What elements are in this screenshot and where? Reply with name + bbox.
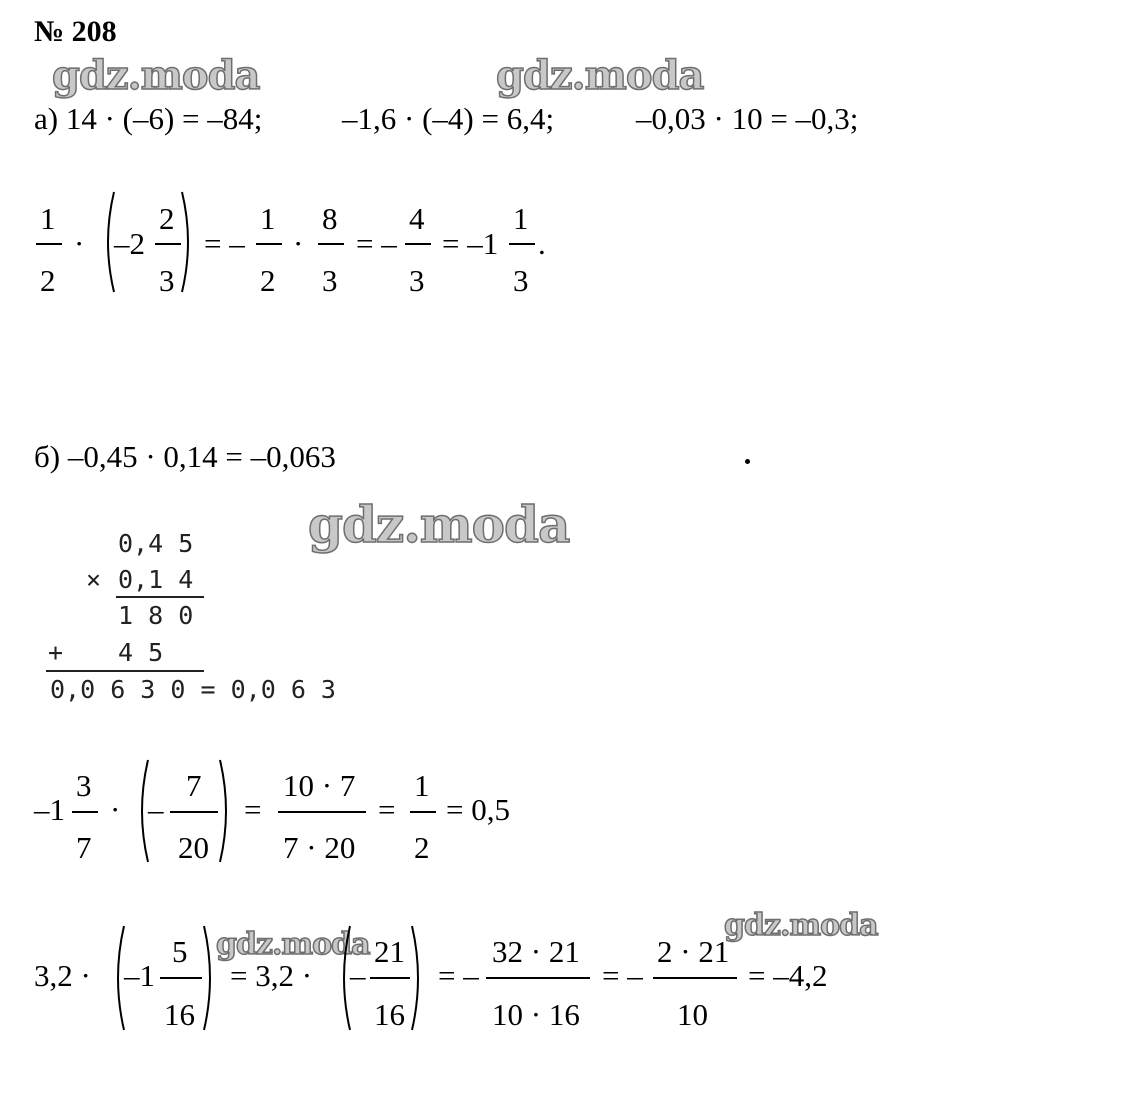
fraction-numerator: 2 <box>159 201 175 236</box>
fraction-numerator: 1 <box>40 201 56 236</box>
equals-minus: = – <box>602 958 643 993</box>
fraction-denominator: 10 <box>677 997 708 1032</box>
fraction-bar <box>653 977 737 979</box>
column-rule <box>116 596 204 598</box>
fraction-numerator: 7 <box>186 768 202 803</box>
fraction-bar <box>160 977 202 979</box>
fraction-numerator: 4 <box>409 201 425 236</box>
result: = –4,2 <box>748 958 828 993</box>
period: . <box>538 226 546 261</box>
fraction-numerator: 21 <box>374 934 405 969</box>
fraction-denominator: 16 <box>164 997 195 1032</box>
fraction-bar <box>486 977 590 979</box>
fraction-bar <box>170 811 218 813</box>
equals-sign: = <box>378 792 396 827</box>
right-paren <box>218 758 234 864</box>
multiply-dot: · <box>293 226 304 261</box>
equals-minus: = – <box>356 226 397 261</box>
partial-product-2: 4 5 <box>118 638 164 667</box>
fraction-bar <box>318 243 344 245</box>
multiply-dot: · <box>110 792 121 827</box>
right-paren <box>410 924 426 1032</box>
equals-mixed: = –1 <box>442 226 499 261</box>
column-rule <box>46 670 204 672</box>
fraction-numerator: 32 · 21 <box>492 934 580 969</box>
minus-sign: – <box>148 792 164 827</box>
fraction-bar <box>256 243 282 245</box>
result: = 0,5 <box>446 792 510 827</box>
equals-sign: = <box>244 792 262 827</box>
fraction-bar <box>36 243 62 245</box>
part-b-expr-1: б) –0,45 · 0,14 = –0,063 <box>34 439 336 474</box>
fraction-denominator: 7 · 20 <box>283 830 356 865</box>
multiply-dot: · <box>74 226 85 261</box>
fraction-bar <box>405 243 431 245</box>
equals-term: = 3,2 · <box>230 958 313 993</box>
fraction-numerator: 1 <box>513 201 529 236</box>
mixed-whole: –1 <box>124 958 155 993</box>
watermark: gdz.moda <box>52 52 260 99</box>
fraction-bar <box>509 243 535 245</box>
fraction-numerator: 3 <box>76 768 92 803</box>
fraction-bar <box>72 811 98 813</box>
partial-product-1: 1 8 0 <box>118 601 194 630</box>
fraction-denominator: 3 <box>513 263 529 298</box>
watermark: gdz.moda <box>308 495 570 554</box>
fraction-numerator: 5 <box>172 934 188 969</box>
equals-minus: = – <box>204 226 245 261</box>
plus-sign: + <box>48 638 64 667</box>
fraction-bar <box>155 243 181 245</box>
column-result: 0,0 6 3 0 = 0,0 6 3 <box>50 675 336 704</box>
mixed-whole: –1 <box>34 792 65 827</box>
fraction-numerator: 10 · 7 <box>283 768 356 803</box>
fraction-denominator: 2 <box>260 263 276 298</box>
part-a-expr-2: –1,6 · (–4) = 6,4; <box>342 101 555 136</box>
minus-sign: – <box>350 958 366 993</box>
fraction-denominator: 20 <box>178 830 209 865</box>
watermark: gdz.moda <box>216 927 370 962</box>
right-paren <box>180 190 196 294</box>
exercise-number: № 208 <box>34 15 117 48</box>
fraction-denominator: 3 <box>322 263 338 298</box>
fraction-bar <box>370 977 410 979</box>
fraction-numerator: 2 · 21 <box>657 934 730 969</box>
fraction-denominator: 3 <box>159 263 175 298</box>
multiplicand: 0,4 5 <box>118 529 194 558</box>
fraction-bar <box>278 811 366 813</box>
times-sign: × <box>86 565 102 594</box>
fraction-denominator: 3 <box>409 263 425 298</box>
fraction-denominator: 7 <box>76 830 92 865</box>
fraction-denominator: 16 <box>374 997 405 1032</box>
fraction-numerator: 1 <box>260 201 276 236</box>
right-paren <box>202 924 218 1032</box>
fraction-numerator: 8 <box>322 201 338 236</box>
part-a-expr-1: а) 14 · (–6) = –84; <box>34 101 263 136</box>
watermark: gdz.moda <box>724 908 878 943</box>
fraction-bar <box>410 811 436 813</box>
fraction-numerator: 1 <box>414 768 430 803</box>
multiplier: 0,1 4 <box>118 565 194 594</box>
fraction-denominator: 10 · 16 <box>492 997 580 1032</box>
equals-minus: = – <box>438 958 479 993</box>
part-a-expr-3: –0,03 · 10 = –0,3; <box>636 101 859 136</box>
stray-dot <box>745 459 750 464</box>
fraction-denominator: 2 <box>40 263 56 298</box>
lead-term: 3,2 · <box>34 958 91 993</box>
fraction-denominator: 2 <box>414 830 430 865</box>
watermark: gdz.moda <box>496 52 704 99</box>
mixed-whole: –2 <box>114 226 145 261</box>
